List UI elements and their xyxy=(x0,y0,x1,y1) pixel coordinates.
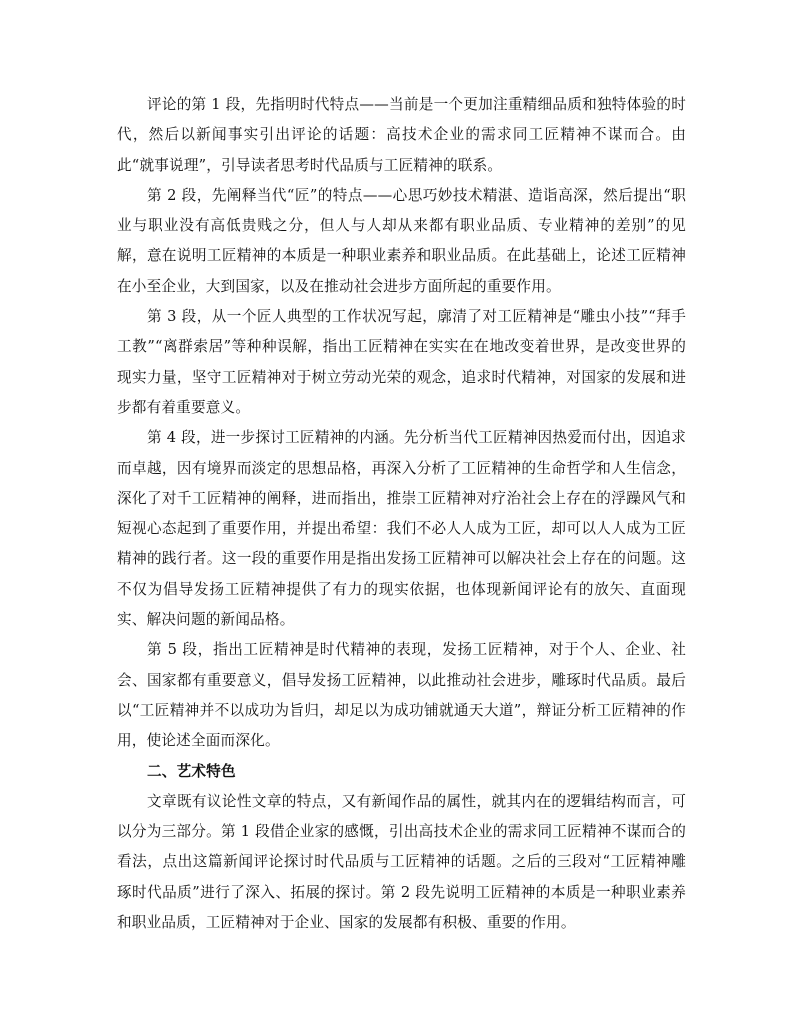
paragraph-3: 第 3 段，从一个匠人典型的工作状况写起，廓清了对工匠精神是“雕虫小技”“拜手工教”“离群索居”等种种误解，指出工匠精神在实实在在地改变着世界，是改变世界的现实力量，坚守工匠精神对于树立劳动光荣的观念，追求时代精神，对国家的发展和进步都有着重要意义。 xyxy=(117,308,686,416)
paragraph-6: 文章既有议论性文章的特点，又有新闻作品的属性，就其内在的逻辑结构而言，可以分为三部分。第 1 段借企业家的感慨，引出高技术企业的需求同工匠精神不谋而合的看法，点出这篇新闻评论探讨时代品质与工匠精神的话题。之后的三段对“工匠精神雕琢时代品质”进行了深入、拓展的探讨。第 2 段先说明工匠精神的本质是一种职业素养和职业品质，工匠精神对于企业、国家的发展都有积极、重要的作用。 xyxy=(117,792,686,932)
paragraph-5: 第 5 段，指出工匠精神是时代精神的表现，发扬工匠精神，对于个人、企业、社会、国家都有重要意义，倡导发扬工匠精神，以此推动社会进步，雕琢时代品质。最后以“工匠精神并不以成功为旨归，却足以为成功铺就通天大道”，辩证分析工匠精神的作用，使论述全面而深化。 xyxy=(117,641,686,750)
paragraph-1: 评论的第 1 段，先指明时代特点——当前是一个更加注重精细品质和独特体验的时代，然后以新闻事实引出评论的话题：高技术企业的需求同工匠精神不谋而合。由此“就事说理”，引导读者思考时代品质与工匠精神的联系。 xyxy=(117,96,686,174)
paragraph-4: 第 4 段，进一步探讨工匠精神的内涵。先分析当代工匠精神因热爱而付出，因追求而卓越，因有境界而淡定的思想品格，再深入分析了工匠精神的生命哲学和人生信念，深化了对千工匠精神的阐释，进而指出，推崇工匠精神对疗治社会上存在的浮躁风气和短视心态起到了重要作用，并提出希望：我们不必人人成为工匠，却可以人人成为工匠精神的践行者。这一段的重要作用是指出发扬工匠精神可以解决社会上存在的问题。这不仅为倡导发扬工匠精神提供了有力的现实依据，也体现新闻评论有的放矢、直面现实、解决问题的新闻品格。 xyxy=(117,429,686,629)
section-heading: 二、艺术特色 xyxy=(147,762,236,780)
paragraph-2: 第 2 段，先阐释当代“匠”的特点——心思巧妙技术精湛、造诣高深，然后提出“职业与职业没有高低贵贱之分，但人与人却从来都有职业品质、专业精神的差别”的见解，意在说明工匠精神的本质是一种职业素养和职业品质。在此基础上，论述工匠精神在小至企业，大到国家，以及在推动社会进步方面所起的重要作用。 xyxy=(117,186,686,295)
